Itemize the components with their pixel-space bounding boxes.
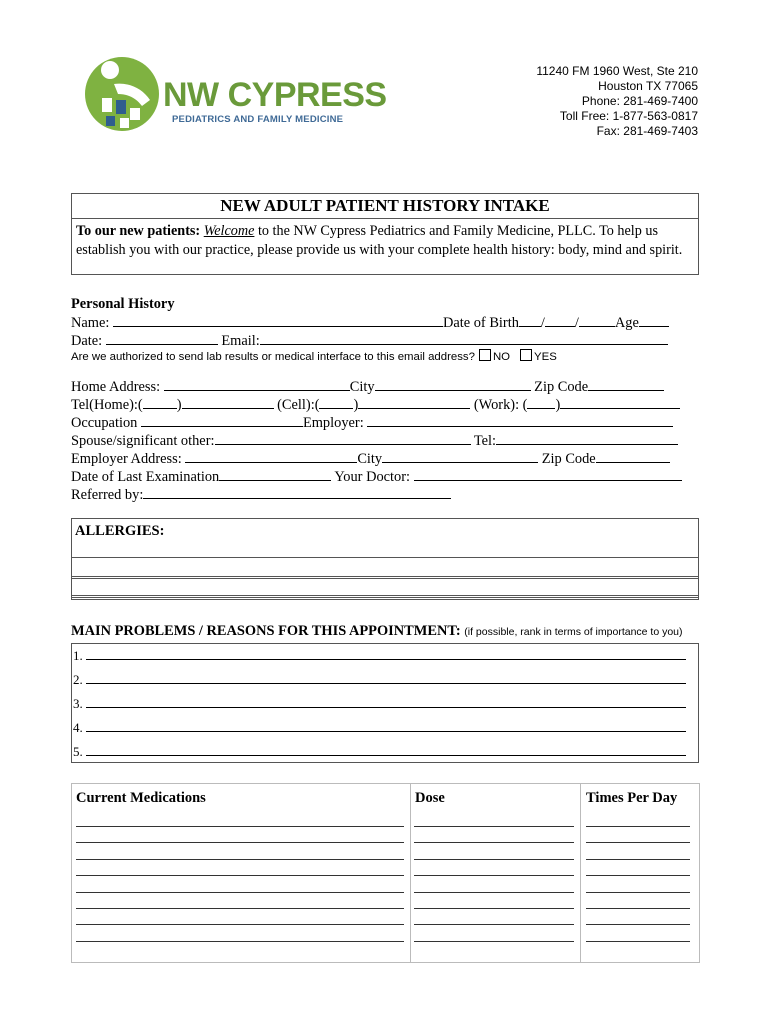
spouse-label: Spouse/significant other: — [71, 433, 215, 449]
dose-line[interactable] — [414, 842, 574, 843]
medication-name-line[interactable] — [76, 826, 404, 827]
dob-year-field[interactable] — [579, 313, 615, 327]
home-address-field[interactable] — [164, 377, 350, 391]
logo-emblem-block-1 — [102, 98, 112, 112]
employer-address-field[interactable] — [185, 449, 357, 463]
home-city-field[interactable] — [375, 377, 531, 391]
problem-row-2 — [73, 672, 686, 688]
times-per-day-line[interactable] — [586, 892, 690, 893]
cell-field[interactable] — [358, 395, 470, 409]
logo-emblem-block-4 — [106, 116, 115, 126]
dose-line[interactable] — [414, 924, 574, 925]
medications-table — [71, 783, 700, 963]
date-label: Date: — [71, 333, 103, 349]
employer-address-label: Employer Address: — [71, 451, 182, 467]
intro-bold: To our new patients: — [76, 223, 201, 239]
home-city-label: City — [349, 379, 375, 395]
problem-number: 2. — [73, 672, 83, 687]
problems-heading: MAIN PROBLEMS / REASONS FOR THIS APPOINTMENT: — [71, 623, 461, 639]
name-label: Name: — [71, 315, 110, 331]
referred-label: Referred by: — [71, 487, 144, 503]
medication-name-line[interactable] — [76, 892, 404, 893]
name-field[interactable] — [113, 313, 443, 327]
problem-field-3[interactable] — [86, 696, 686, 708]
dob-slash: / — [574, 315, 579, 331]
problem-row-4 — [73, 720, 686, 736]
tel-home-label: Tel(Home):( — [71, 397, 143, 413]
work-area-field[interactable] — [527, 395, 555, 409]
employer-zip-label: Zip Code — [541, 451, 596, 467]
authorize-no-label: NO — [492, 351, 511, 363]
occupation-label: Occupation — [71, 415, 138, 431]
intro-text — [72, 219, 698, 262]
medication-name-line[interactable] — [76, 924, 404, 925]
doctor-label: Your Doctor: — [334, 469, 411, 485]
spouse-tel-label: Tel: — [473, 433, 497, 449]
times-per-day-line[interactable] — [586, 826, 690, 827]
dob-month-field[interactable] — [519, 313, 541, 327]
problem-number: 5. — [73, 744, 83, 759]
times-per-day-column-header: Times Per Day — [586, 790, 678, 806]
employer-field[interactable] — [367, 413, 673, 427]
problem-field-5[interactable] — [86, 744, 686, 756]
problem-field-4[interactable] — [86, 720, 686, 732]
allergy-line-1[interactable] — [72, 557, 698, 558]
allergy-line-2[interactable] — [72, 576, 698, 579]
phone-row — [71, 395, 680, 414]
personal-history-heading: Personal History — [71, 296, 175, 312]
referred-field[interactable] — [143, 485, 451, 499]
email-field[interactable] — [260, 331, 668, 345]
employer-city-label: City — [357, 451, 383, 467]
spouse-tel-field[interactable] — [496, 431, 678, 445]
medication-name-line[interactable] — [76, 908, 404, 909]
occupation-row — [71, 413, 673, 432]
logo-emblem-head — [101, 61, 119, 79]
dose-line[interactable] — [414, 892, 574, 893]
dose-line[interactable] — [414, 941, 574, 942]
dose-column-header: Dose — [415, 790, 445, 806]
form-title: NEW ADULT PATIENT HISTORY INTAKE — [72, 194, 698, 219]
problem-number: 3. — [73, 696, 83, 711]
medications-column-header: Current Medications — [76, 790, 206, 806]
authorize-question: Are we authorized to send lab results or medical interface to this email address? — [71, 351, 475, 363]
authorize-yes-label: YES — [534, 351, 557, 363]
cell-label: (Cell):( — [277, 397, 320, 413]
last-exam-label: Date of Last Examination — [71, 469, 220, 485]
employer-address-row — [71, 449, 670, 468]
logo-emblem-block-3 — [130, 108, 140, 120]
date-field[interactable] — [106, 331, 218, 345]
dose-line[interactable] — [414, 875, 574, 876]
problem-number: 4. — [73, 720, 83, 735]
paren: ) — [176, 397, 182, 413]
clinic-address — [536, 64, 698, 139]
allergies-heading: ALLERGIES: — [75, 523, 165, 539]
column-divider — [580, 784, 581, 962]
problem-row-5 — [73, 744, 686, 760]
intake-title-box — [71, 193, 699, 275]
problems-heading-row — [71, 622, 683, 641]
address-line: 11240 FM 1960 West, Ste 210 — [536, 64, 698, 78]
times-per-day-line[interactable] — [586, 859, 690, 860]
work-field[interactable] — [560, 395, 680, 409]
problem-row-3 — [73, 696, 686, 712]
fax-line: Fax: 281-469-7403 — [596, 124, 698, 138]
work-label: (Work): ( — [473, 397, 528, 413]
home-zip-label: Zip Code — [534, 379, 589, 395]
paren: ) — [555, 397, 561, 413]
problems-note: (if possible, rank in terms of importance to you) — [464, 626, 683, 638]
dob-day-field[interactable] — [545, 313, 575, 327]
dose-line[interactable] — [414, 908, 574, 909]
home-address-row — [71, 377, 664, 396]
doctor-field[interactable] — [414, 467, 682, 481]
authorize-no-checkbox[interactable] — [479, 349, 491, 361]
logo-wordmark: NW CYPRESS — [163, 76, 387, 114]
name-row — [71, 313, 669, 332]
last-exam-field[interactable] — [219, 467, 331, 481]
dob-slash: / — [540, 315, 545, 331]
medication-name-line[interactable] — [76, 941, 404, 942]
email-label: Email: — [221, 333, 260, 349]
problem-field-2[interactable] — [86, 672, 686, 684]
intro-welcome: Welcome — [203, 223, 255, 239]
toll-free-line: Toll Free: 1-877-563-0817 — [559, 109, 698, 123]
age-label: Age — [614, 315, 639, 331]
employer-zip-field[interactable] — [596, 449, 670, 463]
address-line: Houston TX 77065 — [598, 79, 698, 93]
age-field[interactable] — [639, 313, 669, 327]
dob-label: Date of Birth — [442, 315, 519, 331]
dose-line[interactable] — [414, 826, 574, 827]
times-per-day-line[interactable] — [586, 875, 690, 876]
tel-home-area-field[interactable] — [143, 395, 177, 409]
problem-row-1 — [73, 648, 686, 664]
logo-tagline: PEDIATRICS AND FAMILY MEDICINE — [172, 114, 344, 125]
paren: ) — [353, 397, 359, 413]
logo-emblem-block-2 — [116, 100, 126, 114]
home-zip-field[interactable] — [588, 377, 664, 391]
home-address-label: Home Address: — [71, 379, 161, 395]
problems-box — [71, 643, 699, 763]
medication-name-line[interactable] — [76, 859, 404, 860]
allergies-box — [71, 518, 699, 600]
authorize-yes-checkbox[interactable] — [520, 349, 532, 361]
column-divider — [410, 784, 411, 962]
intro-body: to the NW Cypress Pediatrics and Family Medicine, PLLC. To help us establish you with our practice, please provide us with your complete health history: body, mind and spirit. — [76, 223, 683, 258]
tel-home-field[interactable] — [182, 395, 274, 409]
cell-area-field[interactable] — [319, 395, 353, 409]
medication-name-line[interactable] — [76, 842, 404, 843]
phone-line: Phone: 281-469-7400 — [581, 94, 698, 108]
medication-name-line[interactable] — [76, 875, 404, 876]
problem-number: 1. — [73, 648, 83, 663]
times-per-day-line[interactable] — [586, 941, 690, 942]
referred-row — [71, 485, 451, 504]
email-authorization-row — [71, 348, 557, 366]
times-per-day-line[interactable] — [586, 842, 690, 843]
occupation-field[interactable] — [141, 413, 303, 427]
spouse-row — [71, 431, 678, 450]
last-exam-row — [71, 467, 682, 486]
employer-label: Employer: — [302, 415, 364, 431]
times-per-day-line[interactable] — [586, 908, 690, 909]
times-per-day-line[interactable] — [586, 924, 690, 925]
spouse-field[interactable] — [215, 431, 471, 445]
logo-emblem-block-5 — [120, 118, 129, 128]
employer-city-field[interactable] — [382, 449, 538, 463]
allergy-line-3[interactable] — [72, 595, 698, 598]
dose-line[interactable] — [414, 859, 574, 860]
problem-field-1[interactable] — [86, 648, 686, 660]
